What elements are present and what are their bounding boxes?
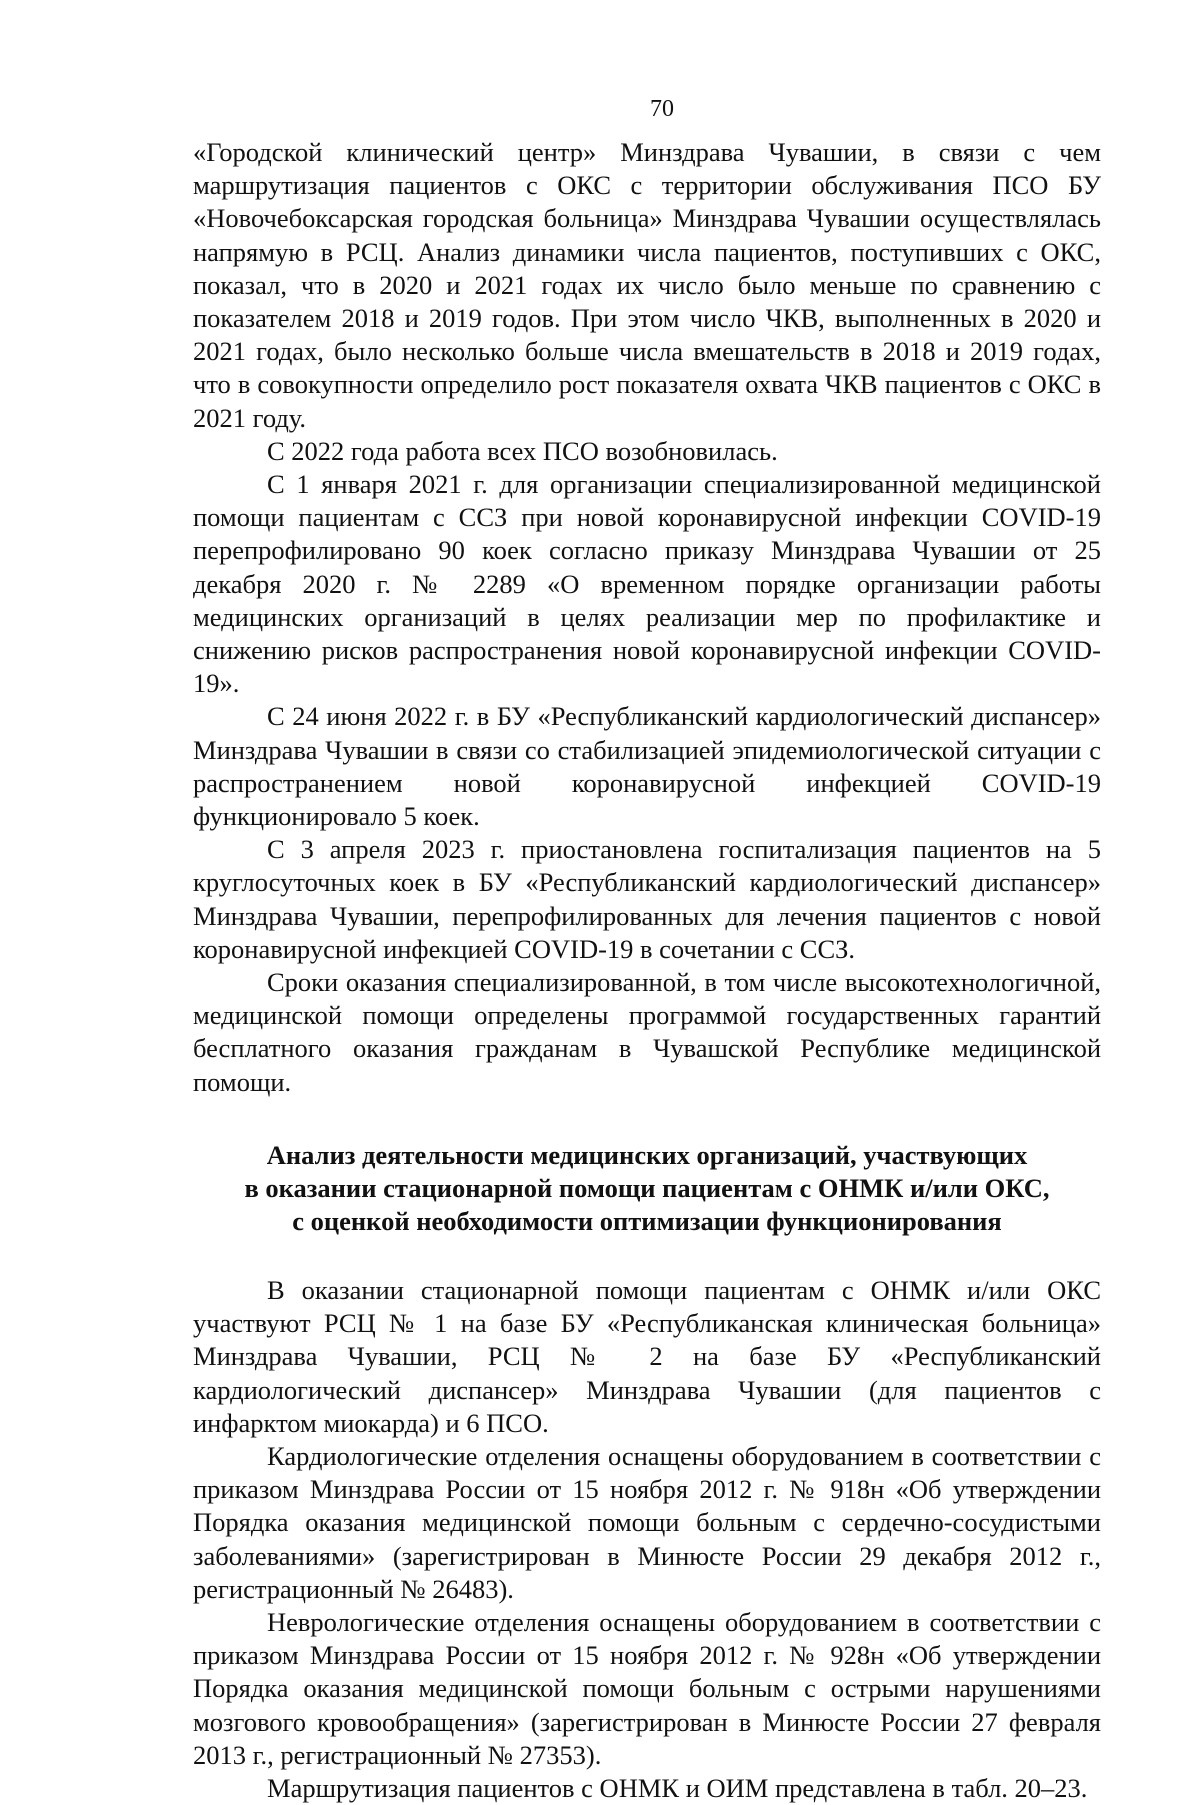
paragraph: В оказании стационарной помощи пациентам с ОНМК и/или ОКС участвуют РСЦ № 1 на базе БУ «Республиканская клиническая больница» Минздрава Чувашии, РСЦ № 2 на базе БУ «Республиканский кардиологический диспансер» Минздрава Чувашии (для пациентов с инфарктом миокарда) и 6 ПСО. bbox=[193, 1274, 1101, 1438]
paragraph: С 24 июня 2022 г. в БУ «Республиканский кардиологический диспансер» Минздрава Чувашии в связи со стабилизацией эпидемиологической ситуации с распространением новой коронавирусной инфекцией COVID-19 функционировало 5 коек. bbox=[193, 701, 1101, 832]
paragraph: С 3 апреля 2023 г. приостановлена госпитализация пациентов на 5 круглосуточных коек в БУ «Республиканский кардиологический диспансер» Минздрава Чувашии, перепрофилированных для лечения пациентов с новой коронавирусной инфекцией COVID-19 в сочетании с ССЗ. bbox=[193, 834, 1101, 964]
document-page bbox=[193, 94, 1101, 1805]
section-title-line: Анализ деятельности медицинских организаций, участвующих bbox=[266, 1139, 1028, 1170]
paragraph: Кардиологические отделения оснащены оборудованием в соответствии с приказом Минздрава России от 15 ноября 2012 г. № 918н «Об утверждении Порядка оказания медицинской помощи больным с сердечно-сосудистыми заболеваниями» (зарегистрирован в Минюсте России 29 декабря 2012 г., регистрационный № 26483). bbox=[193, 1440, 1101, 1604]
paragraph: Маршрутизация пациентов с ОНМК и ОИМ представлена в табл. 20–23. bbox=[267, 1772, 1088, 1803]
section-title-line: с оценкой необходимости оптимизации функционирования bbox=[292, 1205, 1002, 1236]
body-text-after bbox=[193, 1274, 1101, 1805]
page-number: 70 bbox=[650, 96, 674, 122]
paragraph: С 2022 года работа всех ПСО возобновилась. bbox=[267, 435, 778, 466]
paragraph: «Городской клинический центр» Минздрава Чувашии, в связи с чем маршрутизация пациентов с ОКС с территории обслуживания ПСО БУ «Новочебоксарская городская больница» Минздрава Чувашии осуществлялась напрямую в РСЦ. Анализ динамики числа пациентов, поступивших с ОКС, показал, что в 2020 и 2021 годах их число было меньше по сравнению с показателем 2018 и 2019 годов. При этом число ЧКВ, выполненных в 2020 и 2021 годах, было несколько больше числа вмешательств в 2018 и 2019 годах, что в совокупности определило рост показателя охвата ЧКВ пациентов с ОКС в 2021 году. bbox=[193, 137, 1101, 433]
section-title bbox=[193, 1139, 1101, 1238]
paragraph: Неврологические отделения оснащены оборудованием в соответствии с приказом Минздрава России от 15 ноября 2012 г. № 928н «Об утверждении Порядка оказания медицинской помощи больным с острыми нарушениями мозгового кровообращения» (зарегистрирован в Минюсте России 27 февраля 2013 г., регистрационный № 27353). bbox=[193, 1606, 1101, 1770]
paragraph: С 1 января 2021 г. для организации специализированной медицинской помощи пациентам с ССЗ при новой коронавирусной инфекции COVID-19 перепрофилировано 90 коек согласно приказу Минздрава Чувашии от 25 декабря 2020 г. № 2289 «О временном порядке организации работы медицинских организаций в целях реализации мер по профилактике и снижению рисков распространения новой коронавирусной инфекции COVID-19». bbox=[193, 469, 1101, 699]
section-title-line: в оказании стационарной помощи пациентам с ОНМК и/или ОКС, bbox=[244, 1172, 1050, 1203]
paragraph: Сроки оказания специализированной, в том числе высокотехнологичной, медицинской помощи определены программой государственных гарантий бесплатного оказания гражданам в Чувашской Республике медицинской помощи. bbox=[193, 967, 1101, 1097]
body-text-before bbox=[193, 136, 1101, 1099]
